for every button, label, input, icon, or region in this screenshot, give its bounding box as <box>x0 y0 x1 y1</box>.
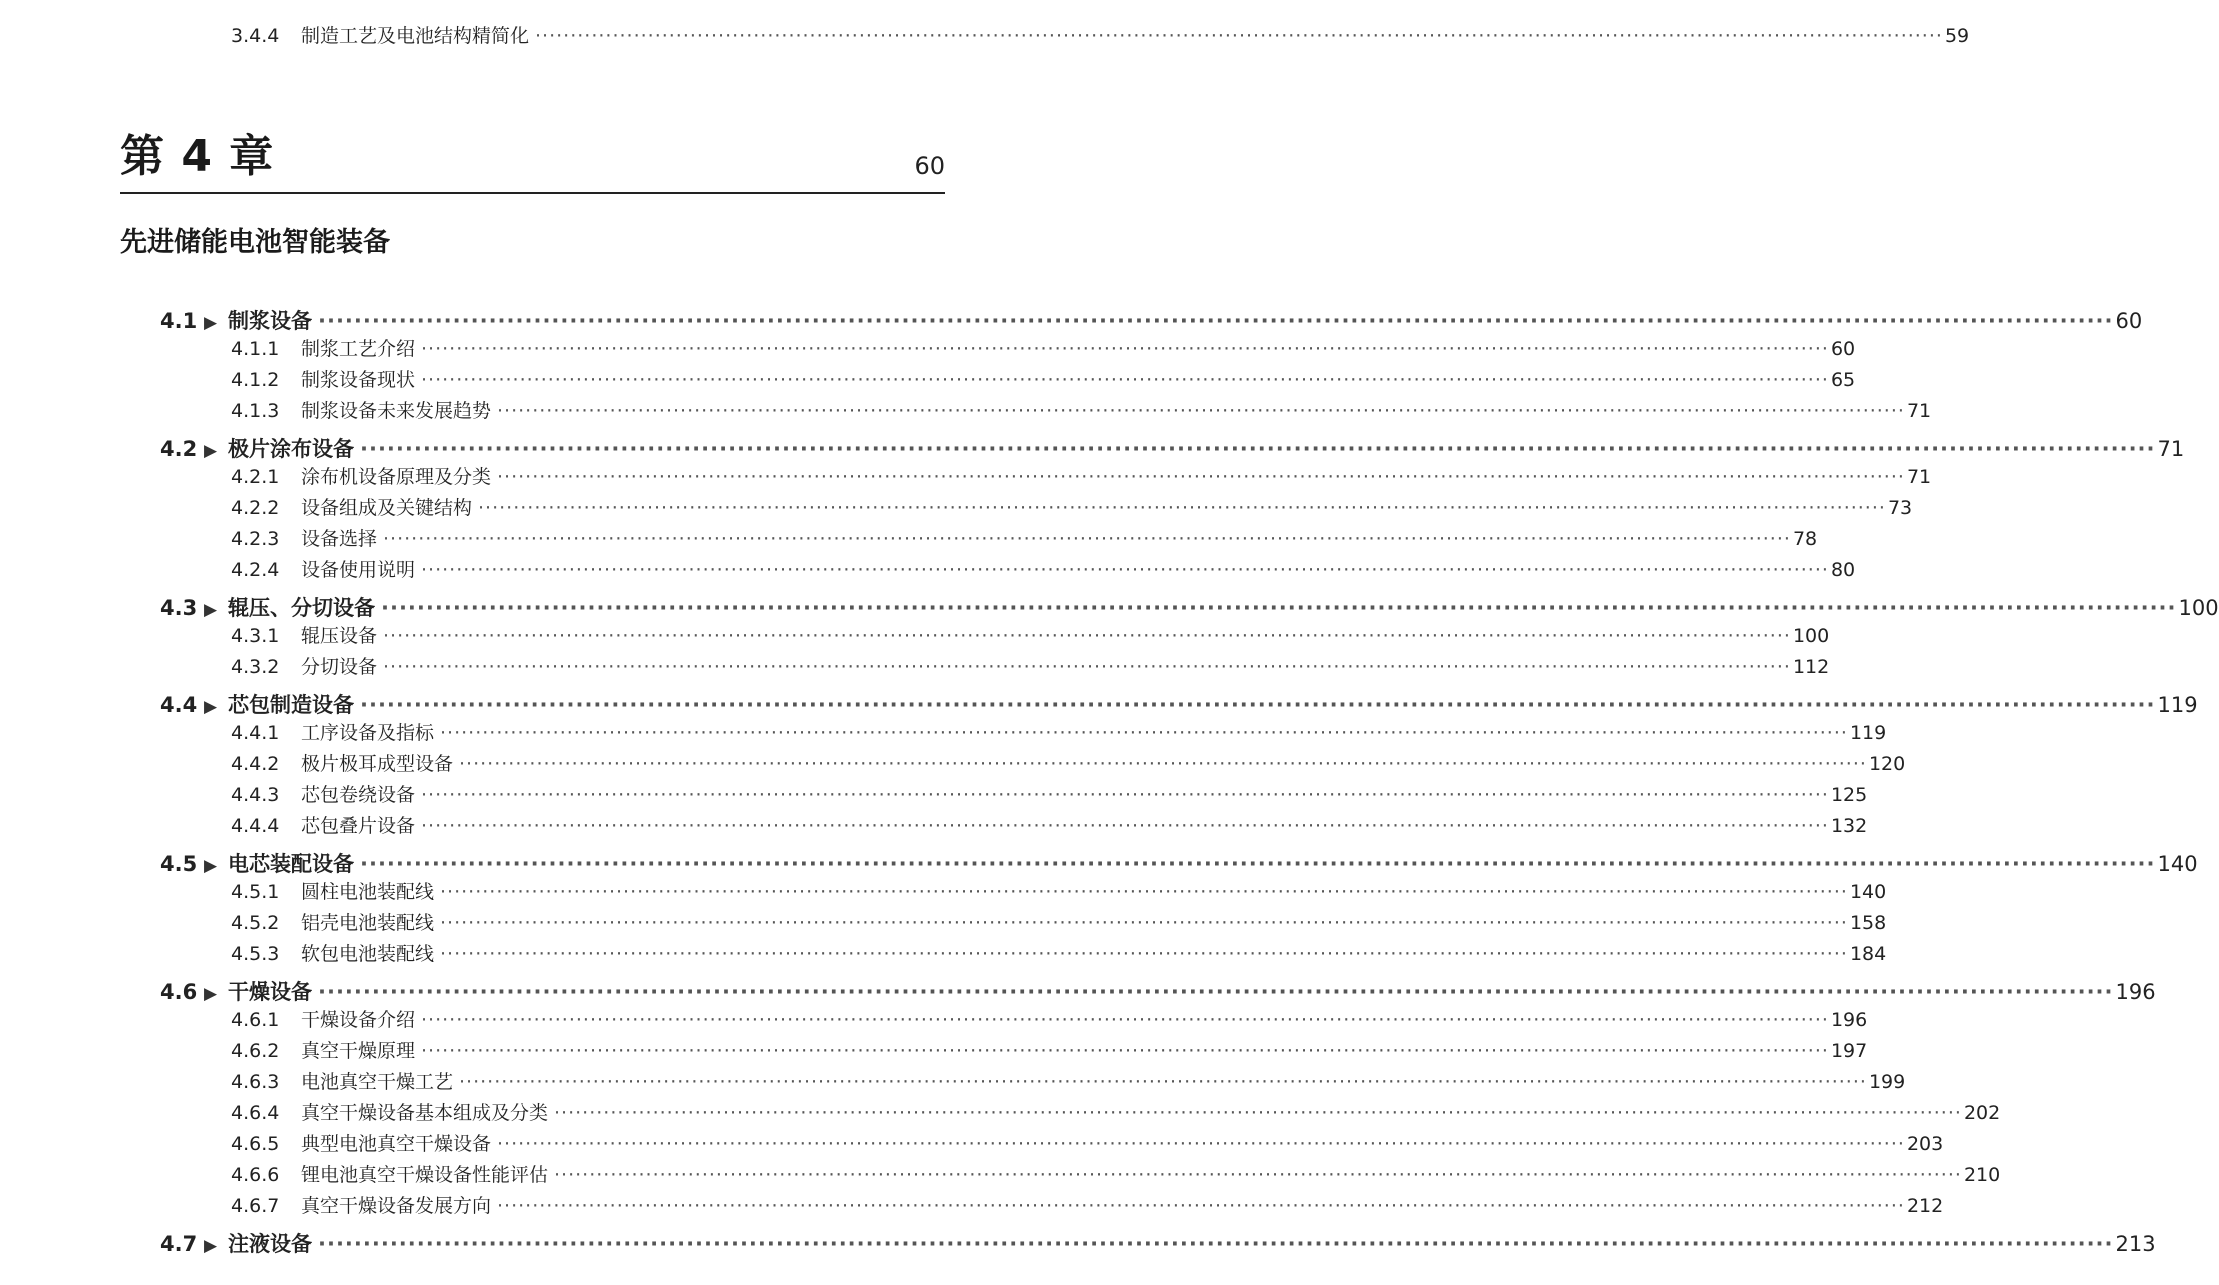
subsection-number: 4.6.3 <box>231 1071 280 1093</box>
subsection-title: 真空干燥原理 <box>301 1040 416 1062</box>
subsection-number: 4.1.3 <box>231 400 280 422</box>
subsection-number: 4.2.4 <box>231 559 280 581</box>
section-number: 4.4 <box>160 693 198 717</box>
subsection-title: 真空干燥设备基本组成及分类 <box>301 1102 549 1124</box>
subsection-title: 电池真空干燥工艺 <box>301 1071 454 1093</box>
dot-leader: ········································································································································································································ <box>459 753 1867 775</box>
page-number: 73 <box>1887 497 1913 519</box>
subsection-number: 4.6.4 <box>231 1102 280 1124</box>
toc-subsection-row <box>231 1191 1944 1222</box>
section-number: 4.6 <box>160 980 198 1004</box>
subsection-number: 4.5.1 <box>231 881 280 903</box>
section-title: 辊压、分切设备 <box>228 596 375 620</box>
section-number: 4.3 <box>160 596 198 620</box>
section-number: 4.1 <box>160 309 198 333</box>
dot-leader: ········································································································································································································ <box>318 309 2114 333</box>
subsection-number: 3.4.4 <box>231 25 280 47</box>
dot-leader: ········································································································································································································ <box>421 815 1829 837</box>
triangle-marker-icon: ▶ <box>204 441 218 461</box>
subsection-number: 4.2.2 <box>231 497 280 519</box>
toc-subsection-row <box>231 462 1932 493</box>
toc-subsection-row <box>231 493 1913 524</box>
subsection-title: 制浆工艺介绍 <box>301 338 416 360</box>
subsection-number: 4.2.1 <box>231 466 280 488</box>
section-title: 电芯装配设备 <box>228 852 354 876</box>
subsection-title: 制造工艺及电池结构精简化 <box>301 25 530 47</box>
subsection-title: 圆柱电池装配线 <box>301 881 435 903</box>
toc-subsection-row <box>231 365 1856 396</box>
subsection-number: 4.6.7 <box>231 1195 280 1217</box>
dot-leader: ········································································································································································································ <box>497 1133 1905 1155</box>
toc-subsection-row <box>231 780 1868 811</box>
page-number: 71 <box>1906 400 1932 422</box>
toc-subsection-row <box>231 396 1932 427</box>
triangle-marker-icon: ▶ <box>204 697 218 717</box>
toc-subsection-row <box>231 1098 2001 1129</box>
page-number: 212 <box>1906 1195 1944 1217</box>
dot-leader: ········································································································································································································ <box>421 338 1829 360</box>
subsection-title: 设备使用说明 <box>301 559 416 581</box>
subsection-title: 软包电池装配线 <box>301 943 435 965</box>
page-number: 203 <box>1906 1133 1944 1155</box>
subsection-title: 分切设备 <box>301 656 378 678</box>
page-number: 196 <box>1830 1009 1868 1031</box>
page-number: 140 <box>1849 881 1887 903</box>
dot-leader: ········································································································································································································ <box>421 559 1829 581</box>
page-number: 213 <box>2115 1232 2156 1256</box>
dot-leader: ········································································································································································································ <box>478 497 1886 519</box>
toc-subsection-row <box>231 1160 2001 1191</box>
page-number: 71 <box>1906 466 1932 488</box>
subsection-number: 4.1.1 <box>231 338 280 360</box>
chapter-title: 第 4 章 <box>120 131 275 182</box>
subsection-number: 4.1.2 <box>231 369 280 391</box>
chapter-subtitle: 先进储能电池智能装备 <box>120 227 390 258</box>
dot-leader: ········································································································································································································ <box>421 1040 1829 1062</box>
dot-leader: ········································································································································································································ <box>497 466 1905 488</box>
dot-leader: ········································································································································································································ <box>421 784 1829 806</box>
section-title: 制浆设备 <box>228 309 312 333</box>
subsection-title: 锂电池真空干燥设备性能评估 <box>301 1164 549 1186</box>
dot-leader: ········································································································································································································ <box>459 1071 1867 1093</box>
subsection-number: 4.5.2 <box>231 912 280 934</box>
dot-leader: ········································································································································································································ <box>421 1009 1829 1031</box>
page-number: 60 <box>2115 309 2143 333</box>
dot-leader: ········································································································································································································ <box>318 1232 2114 1256</box>
subsection-number: 4.3.2 <box>231 656 280 678</box>
subsection-title: 制浆设备未来发展趋势 <box>301 400 492 422</box>
page-number: 120 <box>1868 753 1906 775</box>
subsection-title: 典型电池真空干燥设备 <box>301 1133 492 1155</box>
dot-leader: ········································································································································································································ <box>383 625 1791 647</box>
subsection-number: 4.6.5 <box>231 1133 280 1155</box>
subsection-number: 4.3.1 <box>231 625 280 647</box>
dot-leader: ········································································································································································································ <box>383 656 1791 678</box>
page-number: 60 <box>1830 338 1856 360</box>
toc-subsection-row <box>231 1036 1868 1067</box>
toc-subsection-row <box>231 1067 1906 1098</box>
toc-subsection-row <box>231 877 1887 908</box>
subsection-title: 工序设备及指标 <box>301 722 435 744</box>
page-number: 71 <box>2157 437 2185 461</box>
subsection-number: 4.4.3 <box>231 784 280 806</box>
page-number: 65 <box>1830 369 1856 391</box>
page-number: 119 <box>2157 693 2198 717</box>
page-number: 202 <box>1963 1102 2001 1124</box>
dot-leader: ········································································································································································································ <box>440 722 1848 744</box>
subsection-number: 4.4.4 <box>231 815 280 837</box>
triangle-marker-icon: ▶ <box>204 984 218 1004</box>
toc-subsection-row <box>231 718 1887 749</box>
dot-leader: ········································································································································································································ <box>360 437 2156 461</box>
subsection-number: 4.6.6 <box>231 1164 280 1186</box>
page-number: 112 <box>1792 656 1830 678</box>
dot-leader: ········································································································································································································ <box>421 369 1829 391</box>
subsection-title: 设备组成及关键结构 <box>301 497 473 519</box>
toc-subsection-row <box>231 652 1830 683</box>
page-number: 140 <box>2157 852 2198 876</box>
subsection-title: 真空干燥设备发展方向 <box>301 1195 492 1217</box>
chapter-page-number: 60 <box>914 152 945 180</box>
triangle-marker-icon: ▶ <box>204 600 218 620</box>
toc-subsection-row <box>231 555 1856 586</box>
dot-leader: ········································································································································································································ <box>497 400 1905 422</box>
toc-subsection-row <box>231 21 1970 52</box>
dot-leader: ········································································································································································································ <box>440 881 1848 903</box>
subsection-title: 设备选择 <box>301 528 378 550</box>
subsection-number: 4.5.3 <box>231 943 280 965</box>
page-number: 100 <box>1792 625 1830 647</box>
section-number: 4.2 <box>160 437 198 461</box>
dot-leader: ········································································································································································································ <box>554 1102 1962 1124</box>
page-number: 196 <box>2115 980 2156 1004</box>
dot-leader: ········································································································································································································ <box>554 1164 1962 1186</box>
page-number: 80 <box>1830 559 1856 581</box>
dot-leader: ········································································································································································································ <box>440 912 1848 934</box>
subsection-number: 4.2.3 <box>231 528 280 550</box>
page-number: 100 <box>2178 596 2219 620</box>
page-number: 119 <box>1849 722 1887 744</box>
toc-subsection-row <box>231 334 1856 365</box>
subsection-title: 极片极耳成型设备 <box>301 753 454 775</box>
chapter-heading <box>120 130 945 194</box>
page-number: 78 <box>1792 528 1818 550</box>
toc-subsection-row <box>231 524 1818 555</box>
triangle-marker-icon: ▶ <box>204 1236 218 1256</box>
subsection-number: 4.6.2 <box>231 1040 280 1062</box>
dot-leader: ········································································································································································································ <box>440 943 1848 965</box>
subsection-title: 辊压设备 <box>301 625 378 647</box>
page-number: 59 <box>1944 25 1970 47</box>
subsection-title: 芯包卷绕设备 <box>301 784 416 806</box>
toc-subsection-row <box>231 811 1868 842</box>
toc-subsection-row <box>231 908 1887 939</box>
section-title: 注液设备 <box>228 1232 312 1256</box>
subsection-number: 4.4.2 <box>231 753 280 775</box>
dot-leader: ········································································································································································································ <box>318 980 2114 1004</box>
section-number: 4.7 <box>160 1232 198 1256</box>
dot-leader: ········································································································································································································ <box>497 1195 1905 1217</box>
page-number: 210 <box>1963 1164 2001 1186</box>
subsection-title: 芯包叠片设备 <box>301 815 416 837</box>
page-number: 199 <box>1868 1071 1906 1093</box>
section-title: 极片涂布设备 <box>228 437 354 461</box>
toc-subsection-row <box>231 1129 1944 1160</box>
section-number: 4.5 <box>160 852 198 876</box>
page-number: 184 <box>1849 943 1887 965</box>
dot-leader: ········································································································································································································ <box>360 852 2156 876</box>
triangle-marker-icon: ▶ <box>204 313 218 333</box>
section-title: 干燥设备 <box>228 980 312 1004</box>
page-number: 197 <box>1830 1040 1868 1062</box>
subsection-number: 4.4.1 <box>231 722 280 744</box>
subsection-title: 制浆设备现状 <box>301 369 416 391</box>
triangle-marker-icon: ▶ <box>204 856 218 876</box>
dot-leader: ········································································································································································································ <box>360 693 2156 717</box>
page-number: 158 <box>1849 912 1887 934</box>
toc-subsection-row <box>231 1005 1868 1036</box>
page-number: 125 <box>1830 784 1868 806</box>
dot-leader: ········································································································································································································ <box>535 25 1943 47</box>
dot-leader: ········································································································································································································ <box>383 528 1791 550</box>
subsection-title: 铝壳电池装配线 <box>301 912 435 934</box>
section-title: 芯包制造设备 <box>228 693 354 717</box>
toc-subsection-row <box>231 621 1830 652</box>
dot-leader: ········································································································································································································ <box>381 596 2177 620</box>
toc-subsection-row <box>231 749 1906 780</box>
subsection-title: 涂布机设备原理及分类 <box>301 466 492 488</box>
subsection-number: 4.6.1 <box>231 1009 280 1031</box>
subsection-title: 干燥设备介绍 <box>301 1009 416 1031</box>
toc-section-row <box>160 1228 2156 1262</box>
page-number: 132 <box>1830 815 1868 837</box>
toc-subsection-row <box>231 939 1887 970</box>
